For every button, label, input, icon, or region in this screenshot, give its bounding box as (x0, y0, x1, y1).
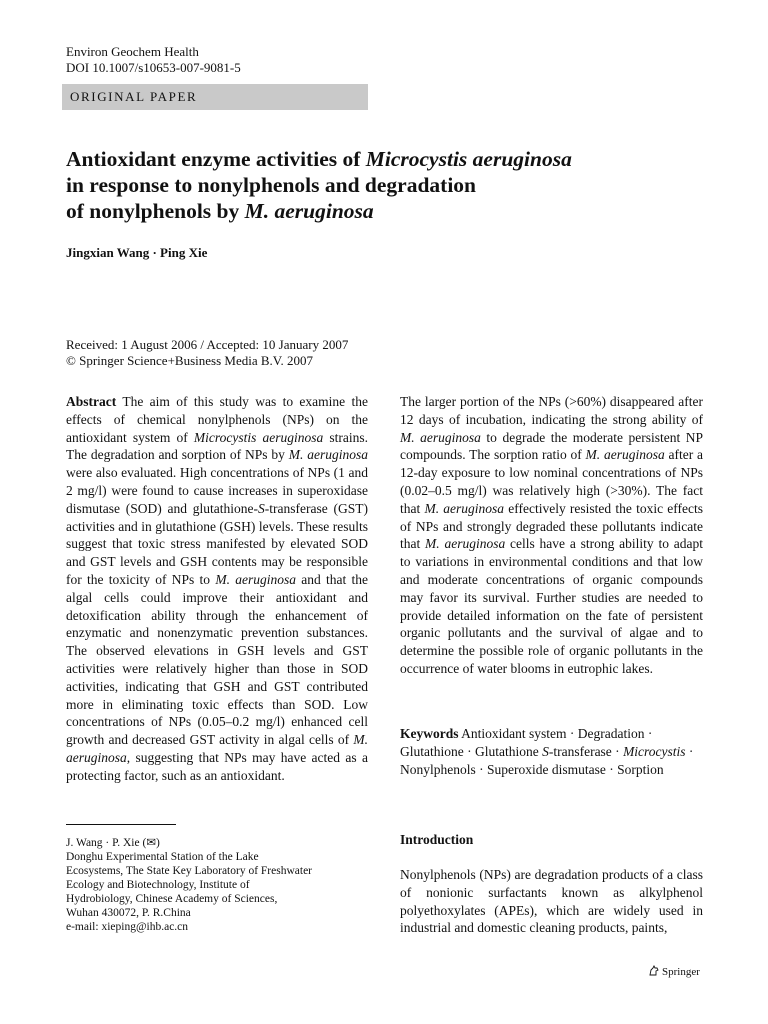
publisher-name: Springer (662, 966, 700, 978)
keywords-run: Antioxidant system · Degradation · Glutathione · Glutathione (400, 726, 653, 759)
abstract-run: , suggesting that NPs may have acted as a protecting factor, such as an antioxidant. (66, 749, 368, 783)
abstract-left-column (66, 393, 368, 785)
title-text: in response to nonylphenols and degradation (66, 173, 477, 197)
affiliation-authors: J. Wang · P. Xie (✉) (66, 837, 160, 849)
affiliation-email[interactable]: e-mail: xieping@ihb.ac.cn (66, 921, 189, 933)
title-text: Antioxidant enzyme activities of (66, 147, 366, 171)
abstract-run-italic: Microcystis aeruginosa (193, 429, 324, 445)
section-heading-introduction: Introduction (400, 832, 474, 847)
article-title (66, 146, 716, 224)
publisher-footer (648, 965, 700, 978)
keywords-run-italic: S (542, 743, 549, 759)
abstract-text (66, 393, 368, 785)
article-dates (66, 337, 348, 369)
affiliation-line: Ecology and Biotechnology, Institute of (66, 879, 250, 891)
abstract-run: and that the algal cells could improve their antioxidant and detoxification ability through the enhancement of enzymatic and nonenzymatic prevention substances. The observed elevations in GSH levels and GST activities were relatively higher than those in SOD activities, indicating that GSH and GST contributed more in eliminating toxic effects than SOD. Low concentrations of NPs (0.05–0.2 mg/l) enhanced cell growth and decreased GST activity in algal cells of (66, 571, 368, 748)
abstract-run-italic: M. aeruginosa (400, 429, 481, 445)
abstract-run: The larger portion of the NPs (>60%) disappeared after 12 days of incubation, indicating the strong ability of (400, 394, 703, 427)
abstract-run: -transferase (GST) activities and in glutathione (GSH) levels. These results suggest that toxic stress manifested by elevated SOD and GST levels and GSH contents may be responsible for the toxicity of NPs to (66, 500, 369, 587)
keywords-run: · Nonylphenols · Superoxide dismutase · Sorption (400, 743, 694, 777)
article-type-band (62, 84, 368, 110)
abstract-run-italic: M. aeruginosa (425, 536, 506, 552)
copyright: © Springer Science+Business Media B.V. 2007 (66, 353, 313, 368)
abstract-label: Abstract (66, 394, 117, 409)
journal-name: Environ Geochem Health (66, 44, 199, 59)
title-text: of nonylphenols by (66, 199, 245, 223)
abstract-run-italic: M. aeruginosa (66, 732, 368, 765)
doi: DOI 10.1007/s10653-007-9081-5 (66, 60, 241, 75)
abstract-run: to degrade the moderate persistent NP compounds. The sorption ratio of (400, 429, 704, 463)
affiliation-line: Hydrobiology, Chinese Academy of Sciences, (66, 893, 278, 905)
affiliation-line: Donghu Experimental Station of the Lake (66, 851, 259, 863)
abstract-run: The aim of this study was to examine the effects of chemical nonylphenols (NPs) on the antioxidant system of (66, 394, 368, 445)
abstract-continued (400, 393, 703, 678)
keywords-run: -transferase · (548, 743, 624, 759)
authors: Jingxian Wang · Ping Xie (66, 245, 208, 260)
abstract-run: cells have a strong ability to adapt to variations in environmental conditions and that low and moderate concentrations of organic compounds may favor its survival. Further studies are needed to provide detailed information on the fate of persistent organic pollutants and the survival of algae and to determine the possible role of organic pollutants in the occurrence of water blooms in eutrophic lakes. (400, 536, 703, 676)
abstract-run: were also evaluated. High concentrations of NPs (1 and 2 mg/l) were found to cause increases in superoxidase dismutase (SOD) and glutathione- (66, 465, 368, 516)
received-accepted: Received: 1 August 2006 / Accepted: 10 January 2007 (66, 337, 349, 352)
introduction-text: Nonylphenols (NPs) are degradation products of a class of nonionic surfactants known as alkylphenol polyethoxylates (APEs), which are widely used in industrial and domestic cleaning products, paints, (400, 867, 703, 936)
abstract-run-italic: M. aeruginosa (288, 447, 368, 463)
keywords-run-italic: Microcystis (623, 743, 686, 759)
introduction-paragraph (400, 866, 703, 937)
author-affiliation (66, 836, 366, 934)
abstract-run-italic: S (258, 500, 265, 516)
abstract-run-italic: M. aeruginosa (215, 571, 296, 587)
affiliation-line: Wuhan 430072, P. R.China (66, 907, 191, 919)
title-species: Microcystis aeruginosa (365, 147, 572, 171)
abstract-run-italic: M. aeruginosa (585, 447, 665, 463)
abstract-right-column (400, 393, 703, 678)
keywords (400, 725, 703, 778)
footnote-divider (66, 824, 176, 825)
springer-horse-icon (648, 965, 660, 977)
abstract-run-italic: M. aeruginosa (424, 500, 505, 516)
keywords-label: Keywords (400, 726, 459, 741)
abstract-run: after a 12-day exposure to low nominal concentrations of NPs (0.02–0.5 mg/l) was relatively high (>30%). The fact that (400, 447, 704, 516)
abstract-run: strains. The degradation and sorption of NPs by (66, 429, 369, 463)
article-type: ORIGINAL PAPER (70, 89, 198, 104)
affiliation-line: Ecosystems, The State Key Laboratory of Freshwater (66, 865, 313, 877)
title-species: M. aeruginosa (244, 199, 374, 223)
abstract-run: effectively resisted the toxic effects of NPs and strongly degraded these pollutants indicate that (400, 500, 704, 552)
